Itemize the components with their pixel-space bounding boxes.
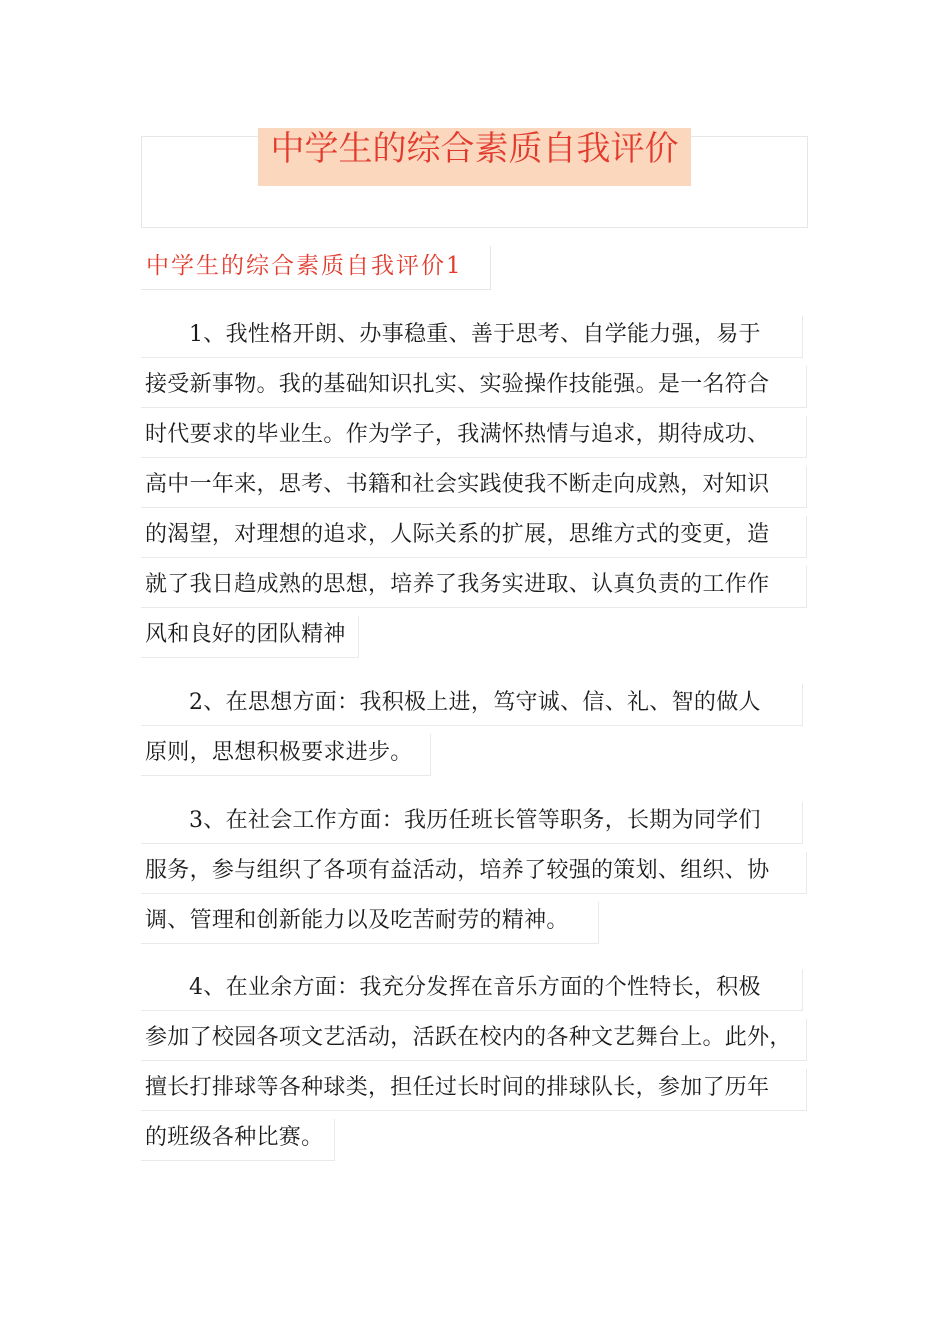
paragraph-line: 接受新事物。我的基础知识扎实、实验操作技能强。是一名符合: [141, 362, 807, 412]
paragraph-line: 3、在社会工作方面：我历任班长管等职务，长期为同学们: [141, 798, 803, 848]
paragraph-3: [141, 798, 807, 948]
paragraph-2: [141, 680, 807, 780]
paragraph-line: 调、管理和创新能力以及吃苦耐劳的精神。: [141, 898, 599, 948]
paragraph-line: 4、在业余方面：我充分发挥在音乐方面的个性特长，积极: [141, 965, 803, 1015]
paragraph-line: 时代要求的毕业生。作为学子，我满怀热情与追求，期待成功、: [141, 412, 807, 462]
paragraph-line: 原则，思想积极要求进步。: [141, 730, 431, 780]
paragraph-line: 的渴望，对理想的追求，人际关系的扩展，思维方式的变更，造: [141, 512, 807, 562]
paragraph-line: 2、在思想方面：我积极上进，笃守诚、信、礼、智的做人: [141, 680, 803, 730]
paragraph-line: 擅长打排球等各种球类，担任过长时间的排球队长，参加了历年: [141, 1065, 807, 1115]
paragraph-line: 的班级各种比赛。: [141, 1115, 335, 1165]
paragraph-line: 高中一年来，思考、书籍和社会实践使我不断走向成熟，对知识: [141, 462, 807, 512]
paragraph-line: 参加了校园各项文艺活动，活跃在校内的各种文艺舞台上。此外，: [141, 1015, 807, 1065]
section-heading: 中学生的综合素质自我评价1: [141, 246, 491, 290]
page-title: 中学生的综合素质自我评价: [270, 129, 679, 169]
paragraph-line: 风和良好的团队精神: [141, 612, 359, 662]
paragraph-1: [141, 312, 807, 662]
paragraph-line: 服务，参与组织了各项有益活动，培养了较强的策划、组织、协: [141, 848, 807, 898]
paragraph-line: 就了我日趋成熟的思想，培养了我务实进取、认真负责的工作作: [141, 562, 807, 612]
paragraph-line: 1、我性格开朗、办事稳重、善于思考、自学能力强，易于: [141, 312, 803, 362]
paragraph-4: [141, 965, 807, 1165]
